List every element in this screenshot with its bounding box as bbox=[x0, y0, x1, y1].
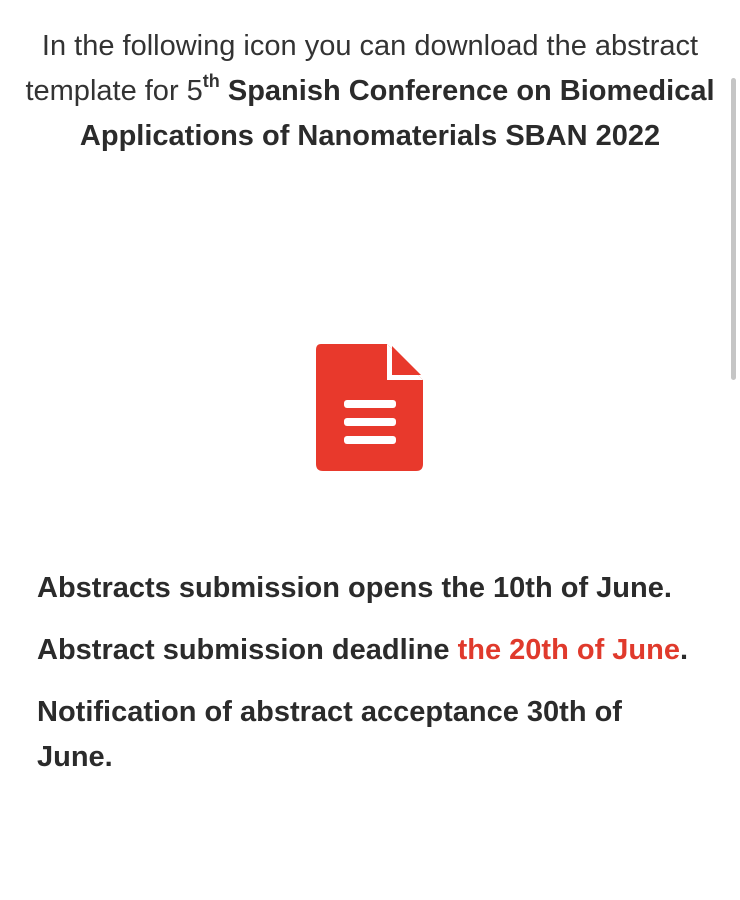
vertical-scrollbar[interactable] bbox=[731, 78, 736, 380]
document-fold bbox=[392, 346, 421, 375]
conference-name: Spanish Conference on Biomedical Applications of Nanomaterials SBAN 2022 bbox=[79, 75, 715, 152]
intro-text: In the following icon you can download the abstract template for 5 bbox=[25, 30, 699, 107]
ordinal-superscript: th bbox=[202, 71, 220, 92]
important-dates bbox=[37, 566, 697, 797]
document-line bbox=[344, 436, 396, 444]
submission-opens-text: Abstracts submission opens the 10th of June. bbox=[37, 572, 672, 604]
submission-deadline-text bbox=[37, 628, 697, 673]
deadline-date: the 20th of June bbox=[457, 634, 680, 666]
notification-text: Notification of abstract acceptance 30th of June. bbox=[37, 696, 622, 773]
deadline-suffix: . bbox=[679, 634, 689, 666]
abstract-template-download-link[interactable] bbox=[315, 344, 425, 472]
intro-paragraph bbox=[20, 24, 720, 159]
document-icon[interactable] bbox=[315, 344, 425, 472]
document-line bbox=[344, 400, 396, 408]
document-line bbox=[344, 418, 396, 426]
deadline-prefix: Abstract submission deadline bbox=[37, 634, 458, 666]
